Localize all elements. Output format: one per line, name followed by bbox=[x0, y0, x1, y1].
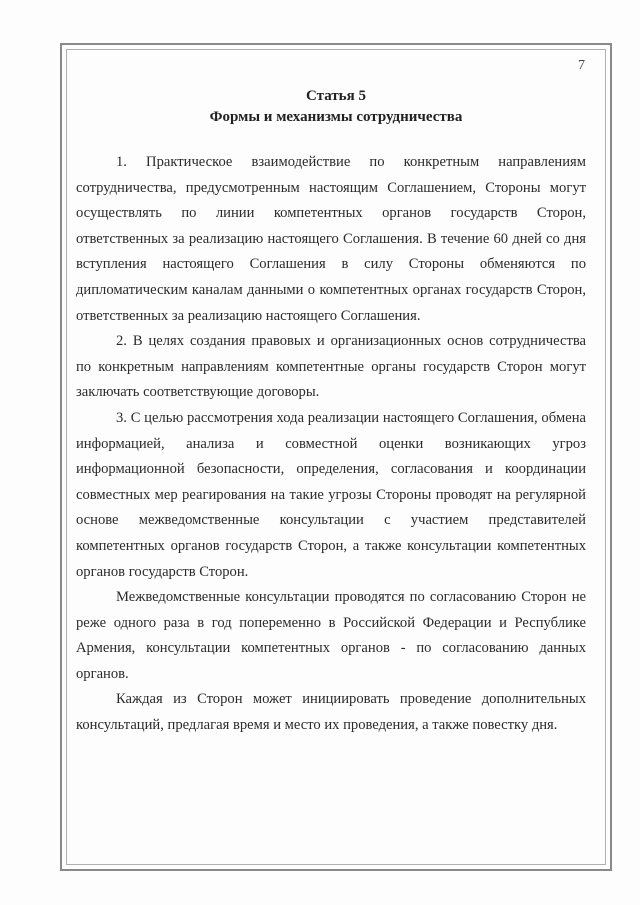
article-subtitle: Формы и механизмы сотрудничества bbox=[209, 109, 463, 125]
paragraph-3: 3. С целью рассмотрения хода реализации настоящего Соглашения, обмена информацией, анализа и совместной оценки возникающих угроз информационной безопасности, определения, согласования и координации совместных мер реагирования на такие угрозы Стороны проводят на регулярной основе межведомственные консультации с участием представителей компетентных органов государств Сторон, а также консультации компетентных органов государств Сторон. bbox=[76, 409, 586, 580]
article-title: Статья 5 bbox=[306, 88, 366, 104]
paragraph-4: Межведомственные консультации проводятся по согласованию Сторон не реже одного раза в год попеременно в Российской Федерации и Республике Армения, консультации компетентных органов - по согласованию данных органов. bbox=[76, 589, 586, 682]
page-number: 7 bbox=[578, 58, 585, 73]
article-body bbox=[76, 150, 586, 739]
paragraph-1: 1. Практическое взаимодействие по конкретным направлениям сотрудничества, предусмотренным настоящим Соглашением, Стороны могут осуществлять по линии компетентных органов государств Сторон, ответственных за реализацию настоящего Соглашения. В течение 60 дней со дня вступления настоящего Соглашения в силу Стороны обменяются по дипломатическим каналам данными о компетентных органах государств Сторон, ответственных за реализацию настоящего Соглашения. bbox=[76, 154, 586, 324]
paragraph-5: Каждая из Сторон может инициировать проведение дополнительных консультаций, предлагая время и место их проведения, а также повестку дня. bbox=[76, 691, 586, 734]
paragraph-2: 2. В целях создания правовых и организационных основ сотрудничества по конкретным направлениям компетентные органы государств Сторон могут заключать соответствующие договоры. bbox=[76, 333, 586, 401]
